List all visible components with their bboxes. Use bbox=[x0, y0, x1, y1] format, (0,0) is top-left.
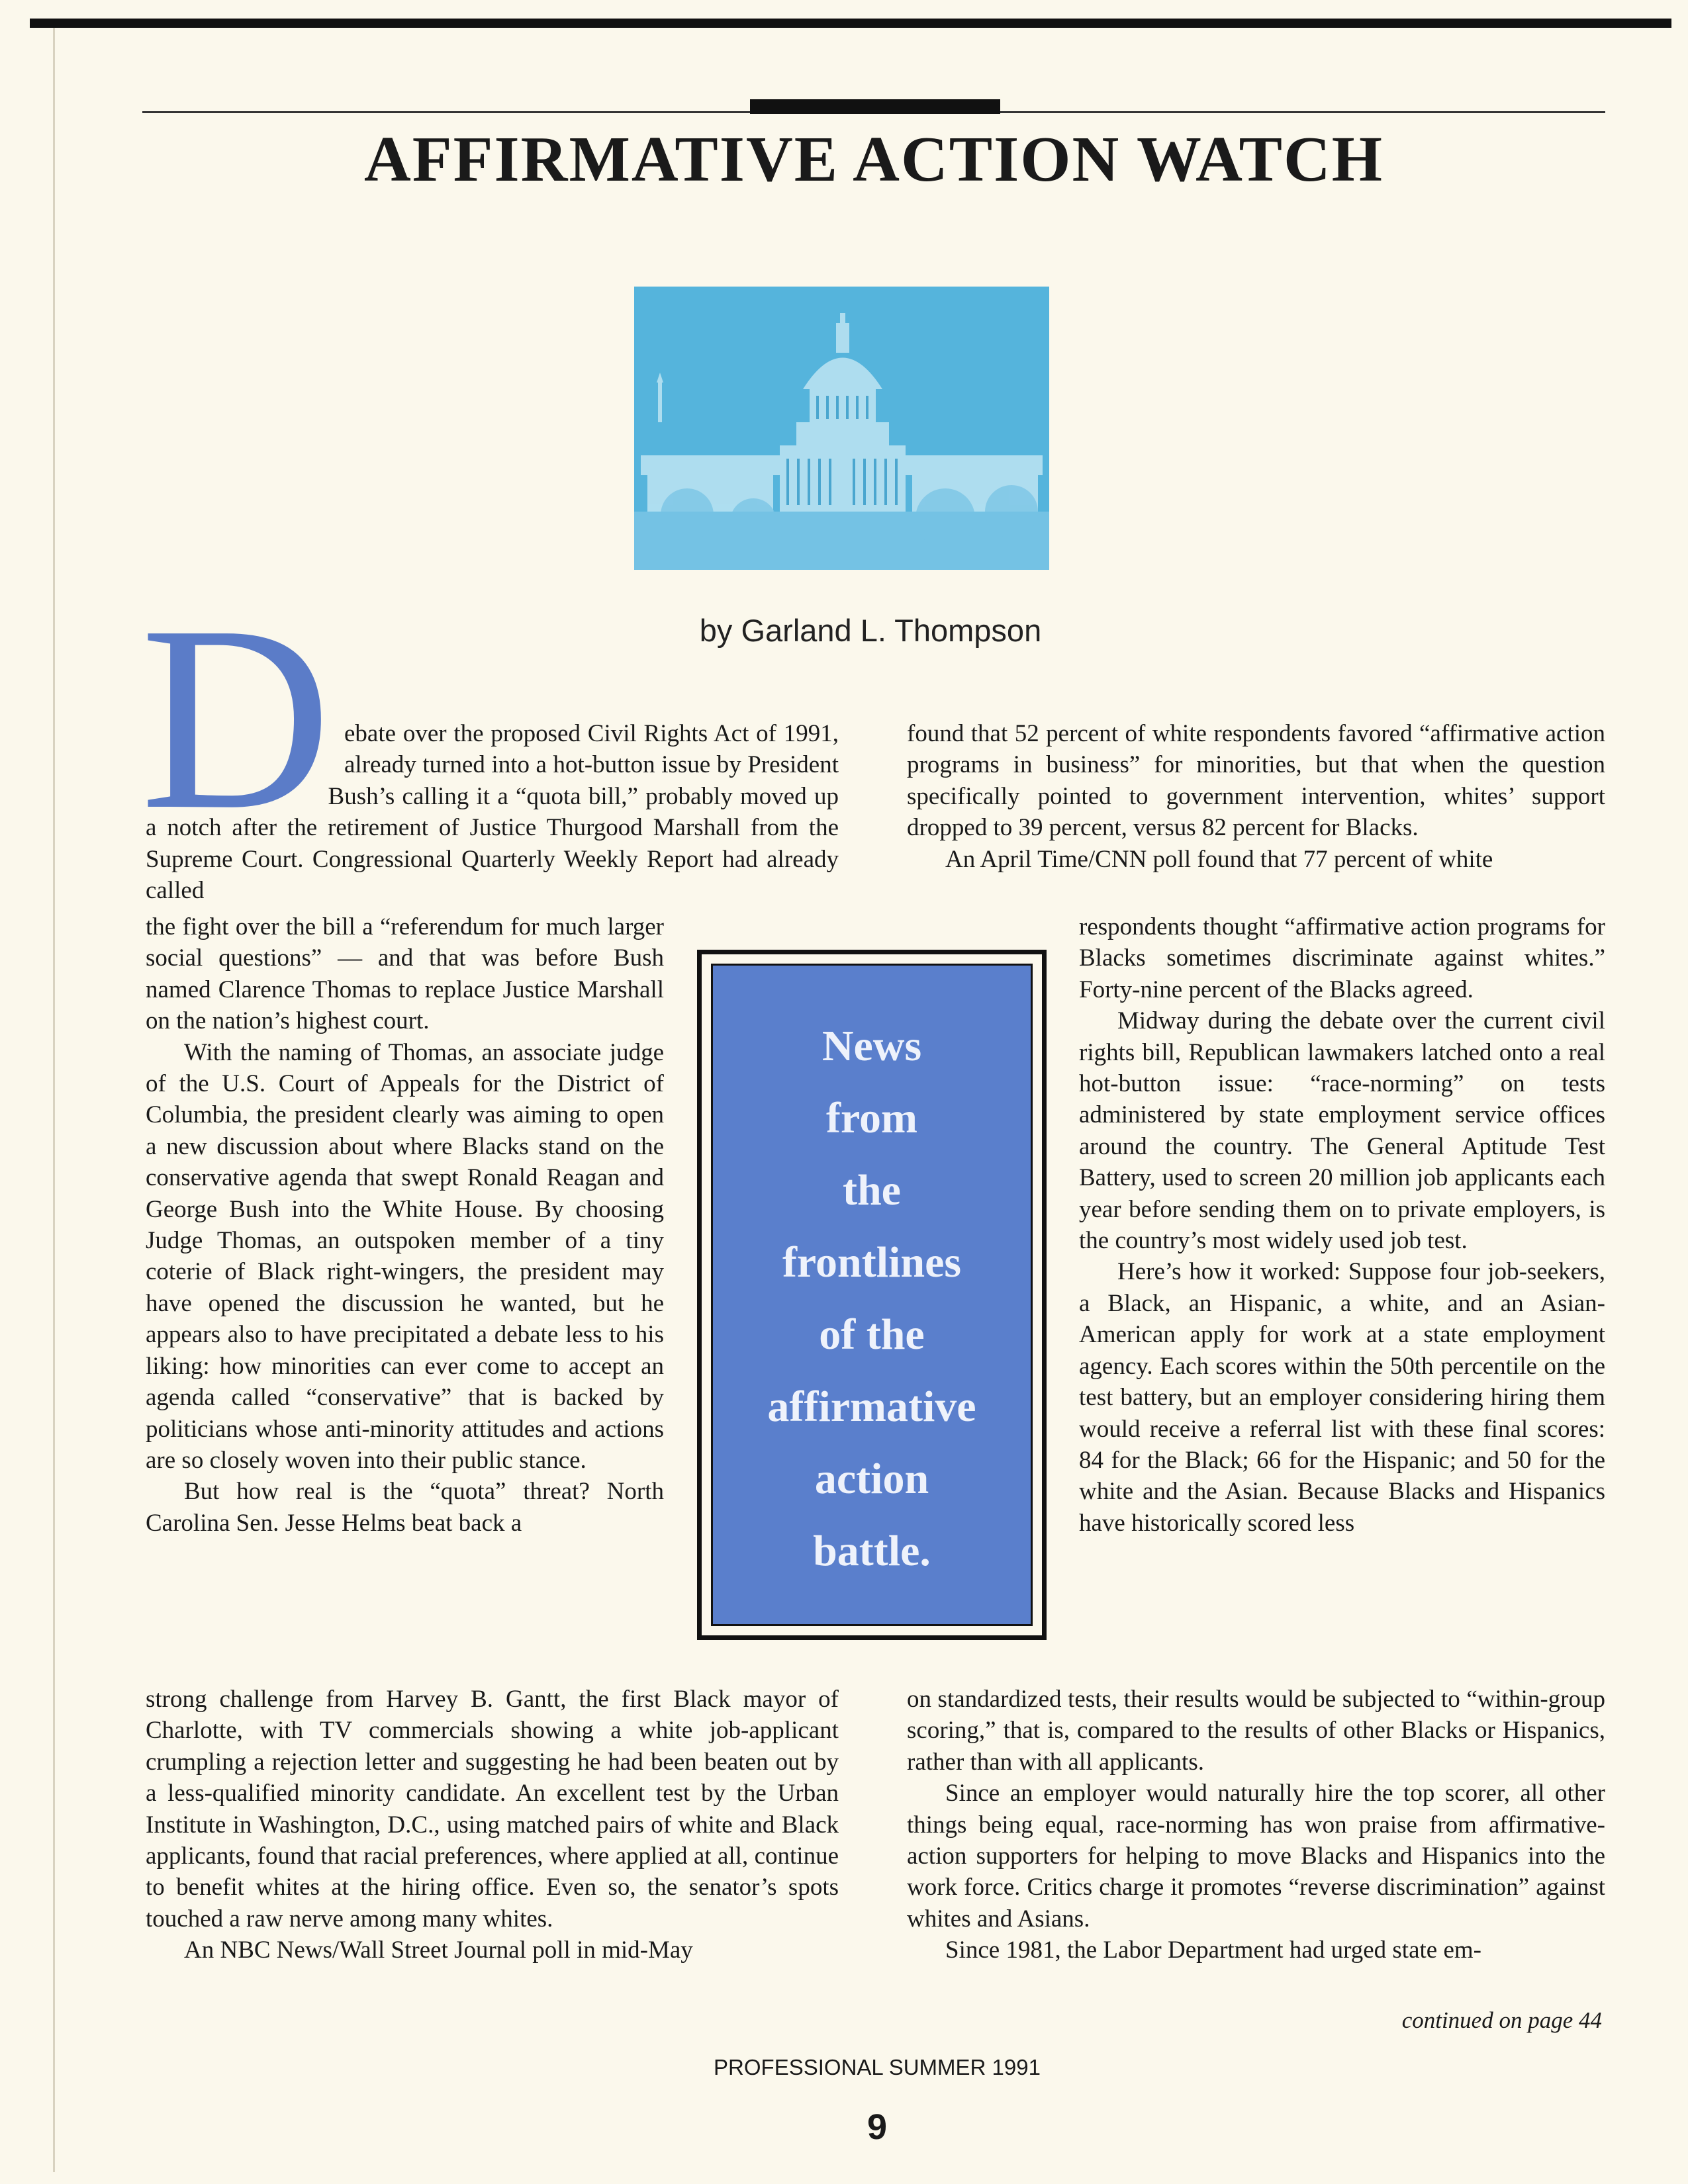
footer-publication: PROFESSIONAL SUMMER 1991 bbox=[714, 2055, 1041, 2079]
pull-quote-line: of the bbox=[819, 1310, 925, 1359]
drop-cap: D bbox=[140, 571, 332, 864]
pull-quote-line: affirmative bbox=[767, 1382, 976, 1431]
capitol-image bbox=[634, 287, 1049, 570]
left-column-narrow: the fight over the bill a “referendum for much larger social questions” — and that was before Bush named Clarence Thomas to replace Justice Marshall on the nation’s highest court. With the naming of Thomas, an associate judge of the U.S. Court of Appeals for the District of Columbia, the president clearly was aiming to open a new discussion about where Blacks stand on the conservative agenda that swept Ronald Reagan and George Bush into the White House. By choosing Judge Thomas, an outspoken member of a tiny coterie of Black right-wingers, the president may have opened the discussion he wanted, but he appears also to have precipitated a debate less to his liking: how minorities can ever come to accept an agenda called “conservative” that is backed by politicians whose anti-minority attitudes and actions are so closely woven into their public stance. But how real is the “quota” threat? North Carolina Sen. Jesse Helms beat back a bbox=[146, 913, 664, 1537]
page-title: AFFIRMATIVE ACTION WATCH bbox=[364, 124, 1383, 195]
right-column-top: found that 52 percent of white respondents favored “affirmative action programs in business” for minorities, but that when the question specifically pointed to government intervention, whites’ support dropped to 39 percent, versus 82 percent for Blacks. An April Time/CNN poll found that 77 percent of white bbox=[907, 720, 1605, 873]
pull-quote-line: action bbox=[814, 1454, 929, 1503]
page-number: 9 bbox=[867, 2107, 888, 2147]
right-column-full: on standardized tests, their results would be subjected to “within-group scoring,” that is, compared to the results of other Blacks or Hispanics, rather than with all applicants. Since an employer would naturally hire the top scorer, all other things being equal, race-norming has won praise from affirmative-action supporters for helping to move Blacks and Hispanics into the work force. Critics charge it promotes “reverse discrimination” against whites and Asians. Since 1981, the Labor Department had urged state em- bbox=[907, 1686, 1605, 1964]
pull-quote-line: from bbox=[825, 1093, 918, 1142]
left-column-full: strong challenge from Harvey B. Gantt, the first Black mayor of Charlotte, with TV commercials showing a white job-applicant crumpling a rejection letter and suggesting he had been beaten out by a less-qualified minority candidate. An excellent test by the Urban Institute in Washington, D.C., using matched pairs of white and Black applicants, found that racial preferences, where applied at all, continue to benefit whites at the hiring office. Even so, the senator’s spots touched a raw nerve among many whites. An NBC News/Wall Street Journal poll in mid-May bbox=[146, 1686, 839, 1964]
continued-note: continued on page 44 bbox=[1401, 2007, 1602, 2033]
pull-quote-text bbox=[713, 1003, 1031, 1587]
top-rule bbox=[30, 19, 1671, 28]
pull-quote-panel bbox=[711, 964, 1033, 1626]
page-edge bbox=[53, 28, 55, 2172]
pull-quote-line: the bbox=[843, 1165, 901, 1214]
dropcap-spacer bbox=[146, 718, 344, 812]
byline: by Garland L. Thompson bbox=[699, 613, 1042, 648]
lead-paragraph: ebate over the proposed Civil Rights Act of 1991, already turned into a hot-button issue by President Bush’s calling it a “quota bill,” probably moved up a notch after the retirement of Justice Thurgood Marshall from the Supreme Court. Congressional Quarterly Weekly Report had already called bbox=[146, 718, 839, 906]
pull-quote-line: frontlines bbox=[782, 1238, 962, 1287]
pull-quote-box bbox=[697, 950, 1047, 1640]
pull-quote-line: News bbox=[821, 1021, 922, 1070]
right-column-narrow: respondents thought “affirmative action programs for Blacks sometimes discriminate against whites.” Forty-nine percent of the Blacks agreed. Midway during the debate over the current civil rights bill, Republican lawmakers latched onto a real hot-button issue: “race-norming” on tests administered by state employment service offices around the country. The General Aptitude Test Battery, used to screen 20 million job applicants each year before sending them on to private employers, is the country’s most widely used job test. Here’s how it worked: Suppose four job-seekers, a Black, an Hispanic, a white, and an Asian-American apply for work at a state employment agency. Each scores within the 50th percentile on the test battery, but an employer considering hiring them would receive a referral list with these final scores: 84 for the Black; 66 for the Hispanic; and 50 for the white and the Asian. Because Blacks and Hispanics have historically scored less bbox=[1079, 913, 1605, 1537]
pull-quote-line: battle. bbox=[813, 1526, 931, 1575]
title-accent-bar bbox=[750, 99, 1000, 114]
